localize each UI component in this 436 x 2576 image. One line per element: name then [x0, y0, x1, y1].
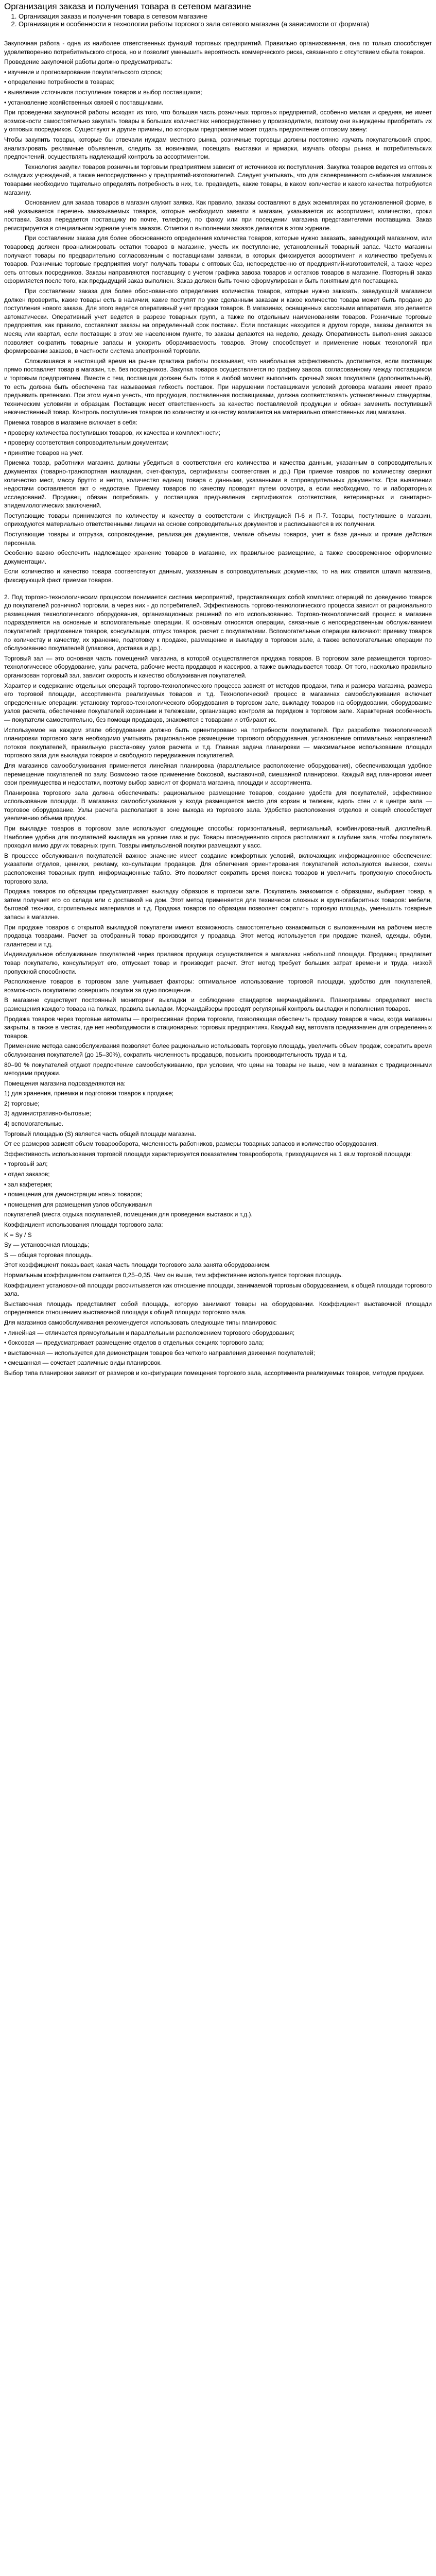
paragraph: • выявление источников поступления товаров и выбор поставщиков;: [4, 88, 202, 96]
paragraph: Продажа товаров по образцам предусматривает выкладку образцов в торговом зале. Покупатель знакомится с образцами, выбирает товар, а затем получает его со склада или с доставкой на дом. Этот метод применяется для технически сложных и крупногабаритных товаров: мебели, бытовой техники, строительных материалов и т.д. Продажа товаров по образцам позволяет сократить торговую площадь, уменьшить товарные запасы в магазине.: [4, 888, 432, 921]
paragraph: • смешанная — сочетает различные виды планировок.: [4, 1359, 162, 1367]
paragraph: Нормальным коэффициентом считается 0,25–0,35. Чем он выше, тем эффективнее используется торговая площадь.: [4, 1271, 343, 1279]
paragraph: Поступающие товары принимаются по количеству и качеству в соответствии с Инструкцией П-6 и П-7. Товары, поступившие в магазин, оприходуются материально ответственными лицами на основе сопроводительных документов и расписываются в их получении.: [4, 512, 432, 528]
paragraph: • выставочная — используется для демонстрации товаров без четкого направления движения покупателей;: [4, 1349, 316, 1357]
paragraph: • принятие товаров на учет.: [4, 449, 83, 456]
paragraph: • помещения для демонстрации новых товаров;: [4, 1191, 143, 1198]
paragraph: В магазине существует постоянный мониторинг выкладки и соблюдение стандартов мерчандайзинга. Планограммы определяют места размещения каждого товара на полках, правила выкладки. Мерчандайзеры проводят регулярный контроль выкладки и пополнения товаров.: [4, 996, 432, 1012]
paragraph: Помещения магазина подразделяются на:: [4, 1079, 126, 1087]
toc-item-1[interactable]: 1. Организация заказа и получения товара в сетевом магазине: [19, 12, 432, 20]
paragraph: K = Sy / S: [4, 1231, 32, 1239]
paragraph: При выкладке товаров в торговом зале используют следующие способы: горизонтальный, вертикальный, комбинированный, дисплейный. Наиболее удобна для покупателей выкладка на уровне глаз и рук. Товары повседневного спроса располагают в глубине зала, чтобы покупатель проходил мимо других товарных групп. Товары импульсивной покупки размещают у касс.: [4, 825, 432, 850]
paragraph: Планировка торгового зала должна обеспечивать: рациональное размещение товаров, создание удобств для покупателей, эффективное использование площади. В магазинах самообслуживания у входа размещается место для корзин и тележек, вдоль стен и в центре зала — торговое оборудование. Узлы расчета располагают в зоне выхода из торгового зала. Удобство расположения отделов и секций способствует увеличению объема продаж.: [4, 789, 432, 822]
paragraph: • изучение и прогнозирование покупательского спроса;: [4, 68, 163, 76]
paragraph: Приемка товар, работники магазина должны убедиться в соответствии его количества и качества данным, указанным в сопроводительных документах (товарно-транспортная накладная, счет-фактура, сертификаты соответствия и др.) При приемке товаров по количеству сверяют количество мест, массу брутто и нетто, количество единиц товара с данными, указанными в сопроводительных документах. При выявлении недостачи составляется акт о недостаче. Приемку товаров по качеству проводят путем осмотра, а если необходимо, то и лабораторных исследований. Продавец обязан потребовать у поставщика предъявления сертификатов соответствия, ветеринарных и санитарно-эпидемиологических заключений.: [4, 459, 432, 510]
paragraph: • определение потребности в товарах;: [4, 78, 115, 86]
paragraph: • зал кафетерия;: [4, 1180, 53, 1188]
paragraph: Выставочная площадь представляет собой площадь, которую занимают товары на оборудовании. Коэффициент выставочной площади определяется отношением выставочной площади к общей площади торгового зала.: [4, 1300, 432, 1316]
paragraph: Для магазинов самообслуживания рекомендуется использовать следующие типы планировок:: [4, 1318, 277, 1326]
paragraph: • боксовая — предусматривает размещение отделов в отдельных секциях торгового зала;: [4, 1339, 264, 1347]
paragraph: От ее размеров зависят объем товарооборота, численность работников, размеры товарных запасов и количество оборудования.: [4, 1140, 378, 1148]
paragraph: Проведение закупочной работы должно предусматривать:: [4, 58, 172, 66]
paragraph: Поступающие товары и отгрузка, сопровождение, реализация документов, мелкие объемы товаров, учет в базе данных и прочие действия персонала.: [4, 531, 432, 547]
paragraph: • отдел заказов;: [4, 1171, 50, 1178]
paragraph: Чтобы закупить товары, которые бы отвечали нуждам местного рынка, розничные торговцы должны постоянно изучать покупательский спрос, анализировать рекламные объявления, следить за новинками, посещать выставки и ярмарки, изучать обзоры рынка и потребительских предпочтений, осуществлять надлежащий контроль за ассортиментом.: [4, 135, 432, 161]
paragraph: • проверку количества поступивших товаров, их качества и комплектности;: [4, 429, 221, 436]
paragraph: 80–90 % покупателей отдают предпочтение самообслуживанию, при условии, что цены на товары не выше, чем в магазинах с традиционными методами продажи.: [4, 1061, 432, 1077]
paragraph: • установление хозяйственных связей с поставщиками.: [4, 98, 164, 106]
document-body: [4, 39, 432, 1378]
paragraph: Эффективность использования торговой площади характеризуется показателем товарооборота, приходящимся на 1 кв.м торговой площади:: [4, 1150, 412, 1158]
paragraph: • торговый зал;: [4, 1160, 48, 1168]
paragraph: Сложившаяся в настоящий время на рынке практика работы показывает, что наибольшая эффективность достигается, если поставщик прямо поставляет товар в магазин, т.е. без посредников. Закупка товаров осуществляется по графику завоза, согласованному между поставщиком и торговым предприятием. Вместе с тем, поставщик должен быть готов в любой момент выполнить срочный заказ покупателя (дополнительный), то есть должна быть обеспечена так называемая гибкость поставок. При нарушении поставщиками условий договора магазин имеет право предъявить претензию. При этом нужно учесть, что продукция, поставленная поставщиками, должна соответствовать установленным стандартам, техническим условиям и образцам. Поставщик несет ответственность за качество поставляемой продукции и обязан заменить поступивший некачественный товар. Контроль поступления товаров по количеству и качеству возлагается на материально ответственных лиц магазина.: [4, 357, 432, 416]
paragraph: Используемое на каждом этапе оборудование должно быть ориентировано на потребности покупателей. При разработке технологической планировки торгового зала необходимо учитывать рациональное размещение торгового оборудования, установление оптимальных направлений потоков покупателей, правильную расстановку узлов расчета и т.д. Главная задача планировки — максимальное использование площади торгового зала для выкладки товаров и свободного передвижения покупателей.: [4, 726, 432, 759]
paragraph: Этот коэффициент показывает, какая часть площади торгового зала занята оборудованием.: [4, 1261, 271, 1269]
paragraph: Приемка товаров в магазине включает в себя:: [4, 418, 137, 426]
paragraph: Для магазинов самообслуживания применяется линейная планировка (параллельное расположение оборудования), обеспечивающая удобное перемещение покупателей по залу. Возможно также применение боксовой, выставочной, смешанной планировки. Каждый вид планировки имеет свои преимущества и недостатки, поэтому выбор зависит от формата магазина, площади и ассортимента.: [4, 761, 432, 787]
paragraph: 2) торговые;: [4, 1099, 40, 1107]
paragraph: 1) для хранения, приемки и подготовки товаров к продаже;: [4, 1090, 174, 1097]
document-title: Организация заказа и получения товара в сетевом магазине: [4, 2, 251, 11]
paragraph: Индивидуальное обслуживание покупателей через прилавок продавца осуществляется в магазинах небольшой площади. Продавец предлагает товар покупателю, консультирует его, отпускает товар и производит расчет. Этот метод требует больших затрат времени и труда, низкой пропускной способности.: [4, 951, 432, 975]
paragraph: Торговый зал — это основная часть помещений магазина, в которой осуществляется продажа товаров. В торговом зале размещается торгово-технологическое оборудование, узлы расчета, рабочие места продавцов и кассиров, а также выкладывается товар. От того, насколько правильно организован торговый зал, зависит скорость и качество обслуживания покупателей.: [4, 654, 432, 679]
paragraph: Sy — установочная площадь;: [4, 1241, 90, 1249]
paragraph: 3) административно-бытовые;: [4, 1110, 91, 1117]
toc-item-2[interactable]: 2. Организация и особенности в технологии работы торгового зала сетевого магазина (а зависимости от формата): [19, 20, 432, 28]
paragraph: Расположение товаров в торговом зале учитывает факторы: оптимальное использование торговой площади, удобство для покупателей, возможность покупателю совершить покупки за одно посещение.: [4, 978, 432, 994]
paragraph: Если количество и качество товара соответствуют данным, указанным в сопроводительных документах, то на них ставится штамп магазина, фиксирующий факт приемки товаров.: [4, 568, 432, 584]
paragraph: Технология закупки товаров розничным торговым предприятием зависит от источников их поступления. Закупка товаров ведется из оптовых складских учреждений, а также непосредственно у предприятий-изготовителей. Следует учитывать, что для своевременного снабжения магазинов товарами необходимо тщательно определять потребность в них, т.е. предвидеть, какие товары, в каком количестве и какого качества потребуются магазину.: [4, 163, 432, 196]
paragraph: Применение метода самообслуживания позволяет более рационально использовать торговую площадь, увеличить объем продаж, сократить время обслуживания покупателей (до 15–30%), сократить численность продавцов, повысить производительность труда и т.д.: [4, 1042, 432, 1058]
paragraph: Особенно важно обеспечить надлежащее хранение товаров в магазине, их правильное размещение, а также своевременное оформление документации.: [4, 549, 432, 565]
paragraph: Выбор типа планировки зависит от размеров и конфигурации помещения торгового зала, ассортимента реализуемых товаров, методов продажи.: [4, 1369, 425, 1377]
paragraph: Продажа товаров через торговые автоматы — прогрессивная форма торговли, позволяющая обеспечить продажу товаров в часы, когда магазины закрыты, а также в местах, где нет необходимости в стационарных торговых предприятиях. Каждый вид автомата предназначен для определенных товаров.: [4, 1015, 432, 1040]
paragraph: Коэффициент установочной площади рассчитывается как отношение площади, занимаемой торговым оборудованием, к общей площади торгового зала.: [4, 1281, 432, 1298]
paragraph: Закупочная работа - одна из наиболее ответственных функций торговых предприятий. Правильно организованная, она по только способствует удовлетворению потребительского спроса, но и позволит уменьшить вероятность коммерческого риска, связанного с отсутствием сбыта товаров.: [4, 40, 432, 56]
paragraph: покупателей (места отдыха покупателей, помещения для проведения выставок и т.д.).: [4, 1211, 253, 1218]
paragraph: При составлении заказа для более обоснованного определения количества товаров, которые нужно заказать, заведующий магазином, или товаровед должен проанализировать остатки товаров в магазине, учесть их поступление, установленный товарный запас. Часто магазины получают товары по предварительно согласованным с поставщиками заявкам, в которых фиксируется ассортимент и количество требуемых товаров. Розничные торговые предприятия могут получать товары с оптовых баз, непосредственно от предприятий-изготовителей, а также через сеть оптовых посредников. Заказы направляются поставщику с учетом графика завоза товаров и остатков товаров в магазине. Повторный заказ оформляется после того, как предыдущий заказ выполнен. Заказ должен быть точно сформулирован и быть понятным для поставщика.: [4, 234, 432, 285]
paragraph: • проверку соответствия сопроводительным документам;: [4, 439, 169, 447]
paragraph: • помещения для размещения узлов обслуживания: [4, 1200, 152, 1208]
paragraph: Основанием для заказа товаров в магазин служит заявка. Как правило, заказы составляют в двух экземплярах по установленной форме, в ней указывается перечень заказываемых товаров, которые необходимо завезти в магазин, указывается их ассортимент, количество, сроки поставки. Заказ передается поставщику по почте, телефону, по факсу или при посещении магазина представителями поставщика. Заказ регистрируется в специальном журнале учета заказов. Отметки о выполнении заказов делаются в этом журнале.: [4, 199, 432, 232]
paragraph: В процессе обслуживания покупателей важное значение имеет создание комфортных условий, включающих информационное обеспечение: указатели отделов, ценники, рекламу, консультации продавцов. Для облегчения ориентирования покупателей используются вывески, схемы расположения товарных групп, информационные табло. Это позволяет сократить время поиска товаров и увеличить пропускную способность торгового зала.: [4, 852, 432, 885]
paragraph: При проведении закупочной работы исходят из того, что большая часть розничных торговых предприятий, особенно мелкая и средняя, не имеет возможности самостоятельно закупать товары в больших количествах непосредственно у производителя, поэтому они вынуждены приобретать их у оптовых посредников. Существуют и другие причины, по которым предприятие может отдать предпочтение оптовому звену:: [4, 109, 432, 133]
paragraph: При составлении заказа для более обоснованного определения количества товаров, которые нужно заказать, заведующий магазином должен проверить, какие товары есть в наличии, какие поступят по уже сделанным заказам и какое количество товара может быть продано до поступления нового заказа. Для этого ведется оперативный учет продажи товаров. В магазинах, оснащенных кассовыми аппаратами, это делается автоматически. Оперативный учет ведется в разрезе товарных групп, а также по отдельным наименованиям товаров. Розничные торговые предприятия, как правило, составляют заказы на определенный срок поставки. Если поставщик находится в другом городе, заказы делаются за месяц или квартал, если поставщик в этом же населенном пункте, то заказы делаются на неделю, декаду. Оперативность выполнения заказов позволяет сократить товарные запасы и ускорить оборачиваемость товаров. Этому способствует и применение новых технологий при формировании заказов, в частности система электронной торговли.: [4, 287, 432, 355]
paragraph: Характер и содержание отдельных операций торгово-технологического процесса зависят от методов продажи, типа и размера магазина, размера его торговой площади, ассортимента реализуемых товаров и т.д. Технологический процесс в магазинах самообслуживания включает определенные операции: установку торгово-технологического оборудования в торговом зале, выкладку товаров на оборудовании, оборудование узлов расчета, обеспечение покупателей корзинами и тележками, организацию контроля за порядком в торговом зале. Характерная особенность — покупатели самостоятельно, без помощи продавцов, знакомятся с товарами и отбирают их.: [4, 682, 432, 723]
paragraph: Коэффициент использования площади торгового зала:: [4, 1221, 163, 1228]
paragraph: Торговый площадью (S) является часть общей площади магазина.: [4, 1130, 197, 1138]
paragraph: S — общая торговая площадь.: [4, 1251, 93, 1259]
paragraph: 2. Под торгово-технологическим процессом понимается система мероприятий, представляющих собой комплекс операций по доведению товаров до покупателей розничной торговли, а через них - до потребителей. Эффективность торгово-технологического процесса зависит от рационального размещения технологического оборудования, организационных решений по его использованию. Торгово-технологический процесс в магазине подразделяется на основные и вспомогательные операции. К основным относятся операции, связанные с непосредственным обслуживанием покупателей: предложение товаров, консультации, отпуск товаров, расчет с покупателями. Вспомогательные операции включают: приемку товаров по количеству и качеству, их хранение, подготовку к продаже, размещение и выкладку в торговом зале, а также вспомогательные операции по обслуживанию покупателей (упаковка, доставка и др.).: [4, 593, 432, 652]
table-of-contents: [4, 12, 432, 28]
paragraph: 4) вспомогательные.: [4, 1120, 64, 1128]
paragraph: • линейная — отличается прямоугольным и параллельным расположением торгового оборудования;: [4, 1329, 295, 1336]
paragraph: При продаже товаров с открытой выкладкой покупатели имеют возможность самостоятельно ознакомиться с выложенными на рабочем месте продавца товарами. Расчет за отобранный товар производится у продавца. Этот метод используется при продаже тканей, одежды, обуви, галантереи и т.д.: [4, 923, 432, 948]
